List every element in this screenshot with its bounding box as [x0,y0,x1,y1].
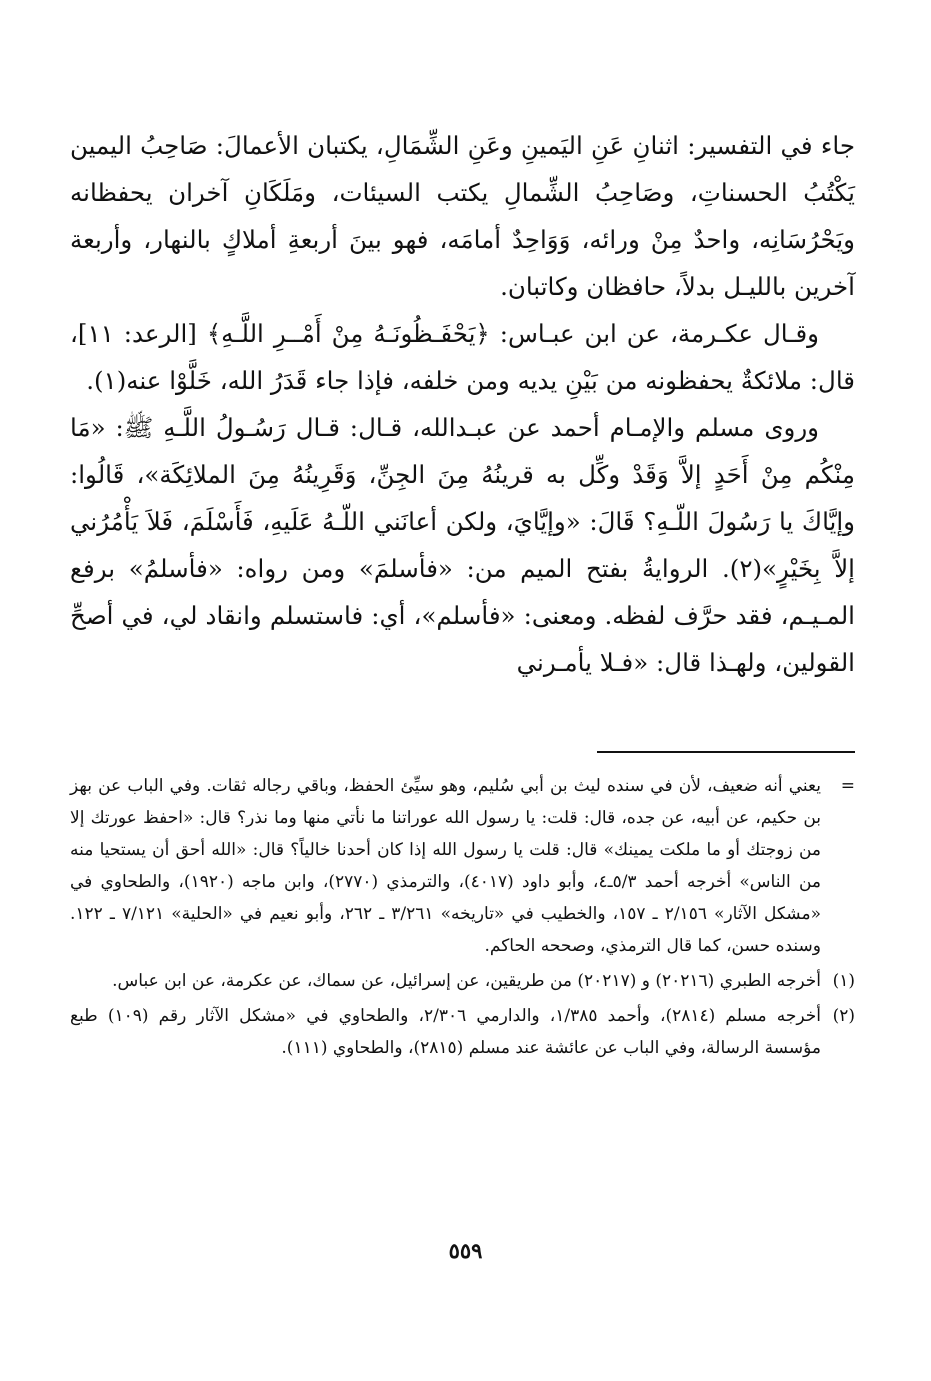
footnote-text: أخرجه مسلم (٢٨١٤)، وأحمد ١/٣٨٥، والدارمي ٢/٣٠٦، والطحاوي في «مشكل الآثار رقم (١٠٩) طبع مؤسسة الرسالة، وفي الباب عن عائشة عند مسلم (٢٨١٥)، والطحاوي (١١١). [70,1006,822,1058]
footnotes [70,770,855,1067]
footnote-text: يعني أنه ضعيف، لأن في سنده ليث بن أبي سُليم، وهو سيِّئ الحفظ، وباقي رجاله ثقات. وفي الباب عن بهز بن حكيم، عن أبيه، عن جده، قال: قلت: يا رسول الله عوراتنا ما نأتي منها وما نذر؟ قال: «احفظ عورتك إلا من زوجتك أو ما ملكت يمينك» قال: قلت يا رسول الله إذا كان أحدنا خالياً؟ قال: «الله أحق أن يستحيا منه من الناس» أخرجه أحمد ٥/٣ـ٤، وأبو داود (٤٠١٧)، والترمذي (٢٧٧٠)، وابن ماجه (١٩٢٠)، والطحاوي في «مشكل الآثار» ٢/١٥٦ ـ ١٥٧، والخطيب في «تاريخه» ٣/٢٦١ ـ ٢٦٢، وأبو نعيم في «الحلية» ٧/١٢١ ـ ١٢٢. وسنده حسن، كما قال الترمذي، وصححه الحاكم. [70,776,822,956]
paragraph-ikrima: وقـال عكـرمة، عن ابن عبـاس: ﴿يَحْفَـظُونَـهُ مِنْ أَمْــرِ اللَّـهِ﴾ [الرعد: ١١]، قال: ملائكةٌ يحفظونه من بَيْنِ يديه ومن خلفه، فإذا جاء قَدَرُ الله، خَلَّوْا عنه(١). [70,319,855,395]
footnote-separator [597,751,855,753]
main-text [70,122,855,686]
footnote-mark: (١) [832,971,855,991]
footnote-mark: = [840,776,855,796]
footnote-2 [70,1000,855,1064]
footnote-continued [70,770,855,962]
footnote-mark: (٢) [832,1006,855,1026]
footnote-text: أخرجه الطبري (٢٠٢١٦) و (٢٠٢١٧) من طريقين، عن إسرائيل، عن سماك، عن عكرمة، عن ابن عباس. [112,971,821,991]
paragraph-muslim-hadith: وروى مسلم والإمـام أحمد عن عبـدالله، قـال: قـال رَسُـولُ اللَّـهِ ﷺ: «مَا مِنْكُم مِنْ أَحَدٍ إلاَّ وَقَدْ وكِّل به قرينُهُ مِنَ الجِنِّ، وَقَرِينُهُ مِنَ الملائِكَة»، قَالُوا: وإيَّاكَ يا رَسُولَ اللّـهِ؟ قَالَ: «وإيَّايَ، ولكن أعانَني اللّـهُ عَلَيهِ، فَأَسْلَمَ، فَلاَ يَأْمُرُني إلاَّ بِخَيْرٍ»(٢). الروايةُ بفتح الميم من: «فأسلمَ» ومن رواه: «فأسلمُ» برفع المـيـم، فقد حرَّف لفظه. ومعنى: «فأسلم»، أي: فاستسلم وانقاد لي، في أصحِّ القولين، ولهـذا قال: «فـلا يأمـرني [70,413,855,677]
paragraph-tafsir: جاء في التفسير: اثنانِ عَنِ اليَمينِ وعَنِ الشِّمَالِ، يكتبان الأعمالَ: صَاحِبُ اليمين يَكْتُبُ الحسناتِ، وصَاحِبُ الشِّمالِ يكتب السيئات، ومَلَكَانِ آخران يحفظانه ويَحْرُسَانِه، واحدٌ مِنْ ورائه، وَوَاحِدٌ أمامَه، فهو بينَ أربعةِ أملاكٍ بالنهار، وأربعة آخرين بالليـل بدلاً، حافظان وكاتبان. [70,131,855,301]
footnote-1 [70,965,855,997]
page-number: ٥٥٩ [448,1238,483,1263]
